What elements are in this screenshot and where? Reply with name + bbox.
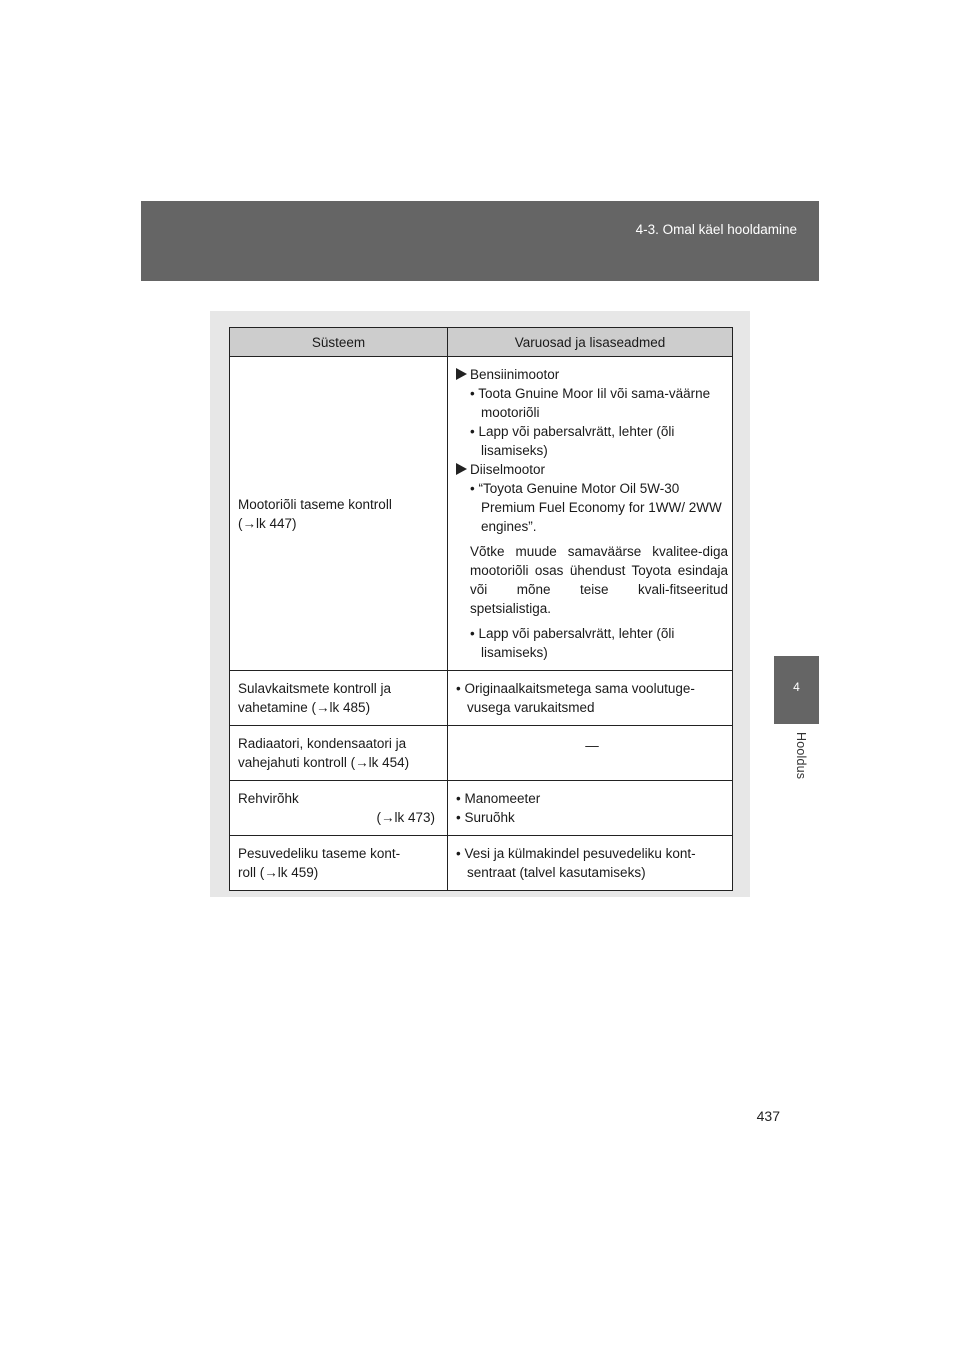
list-item: • Lapp või pabersalvrätt, lehter (õli lisamiseks) bbox=[470, 626, 675, 660]
section-title: 4-3. Omal käel hooldamine bbox=[635, 222, 797, 237]
chapter-label-area bbox=[774, 728, 819, 788]
system-cell bbox=[230, 671, 448, 726]
parts-table bbox=[229, 327, 733, 891]
parts-cell bbox=[448, 357, 733, 671]
triangle-bullet-icon bbox=[456, 463, 467, 475]
page-reference: vahejahuti kontroll (→lk 454) bbox=[238, 755, 410, 770]
system-text: Rehvirõhk bbox=[238, 791, 299, 806]
empty-dash: — bbox=[585, 738, 599, 753]
diesel-heading: Diiselmootor bbox=[456, 460, 728, 479]
parts-cell bbox=[448, 671, 733, 726]
chapter-number: 4 bbox=[793, 680, 800, 694]
system-text: Sulavkaitsmete kontroll ja bbox=[238, 681, 392, 696]
system-text: Mootoriõli taseme kontroll bbox=[238, 496, 392, 512]
chapter-label: Hooldus bbox=[794, 732, 808, 780]
parts-cell bbox=[448, 781, 733, 836]
chapter-tab bbox=[774, 656, 819, 724]
list-item: • Manomeeter bbox=[456, 791, 541, 806]
note-text: Võtke muude samaväärse kvalitee-diga mootoriõli osas ühendust Toyota esindaja või mõne teise kvali-fitseeritud spetsialistiga. bbox=[470, 544, 728, 616]
system-text: Radiaatori, kondensaatori ja bbox=[238, 736, 407, 751]
table-row bbox=[230, 836, 733, 891]
list-item: • “Toyota Genuine Motor Oil 5W-30 Premium Fuel Economy for 1WW/ 2WW engines”. bbox=[470, 481, 722, 534]
list-item: • Lapp või pabersalvrätt, lehter (õli lisamiseks) bbox=[470, 424, 675, 458]
page-reference: roll (→lk 459) bbox=[238, 865, 319, 880]
page-reference: (→lk 447) bbox=[238, 515, 297, 531]
table-row bbox=[230, 671, 733, 726]
header-parts: Varuosad ja lisaseadmed bbox=[448, 328, 733, 357]
table-row bbox=[230, 781, 733, 836]
system-text: Pesuvedeliku taseme kont- bbox=[238, 846, 401, 861]
section-header bbox=[141, 201, 819, 281]
page-reference: vahetamine (→lk 485) bbox=[238, 700, 371, 715]
petrol-heading: Bensiinimootor bbox=[456, 365, 728, 384]
list-item: • Originaalkaitsmetega sama voolutuge-vusega varukaitsmed bbox=[456, 681, 695, 715]
parts-cell bbox=[448, 836, 733, 891]
page-reference: (→lk 473) bbox=[376, 810, 435, 825]
system-cell bbox=[230, 357, 448, 671]
list-item: • Suruõhk bbox=[456, 810, 515, 825]
system-cell bbox=[230, 781, 448, 836]
table-row bbox=[230, 357, 733, 671]
parts-cell bbox=[448, 726, 733, 781]
list-item: • Vesi ja külmakindel pesuvedeliku kont-sentraat (talvel kasutamiseks) bbox=[456, 846, 696, 880]
table-row bbox=[230, 726, 733, 781]
triangle-bullet-icon bbox=[456, 368, 467, 380]
header-system: Süsteem bbox=[230, 328, 448, 357]
system-cell bbox=[230, 726, 448, 781]
page-number: 437 bbox=[756, 1108, 780, 1124]
system-cell bbox=[230, 836, 448, 891]
table-header-row bbox=[230, 328, 733, 357]
list-item: • Toota Gnuine Moor Iil või sama-väärne mootoriõli bbox=[470, 386, 711, 420]
